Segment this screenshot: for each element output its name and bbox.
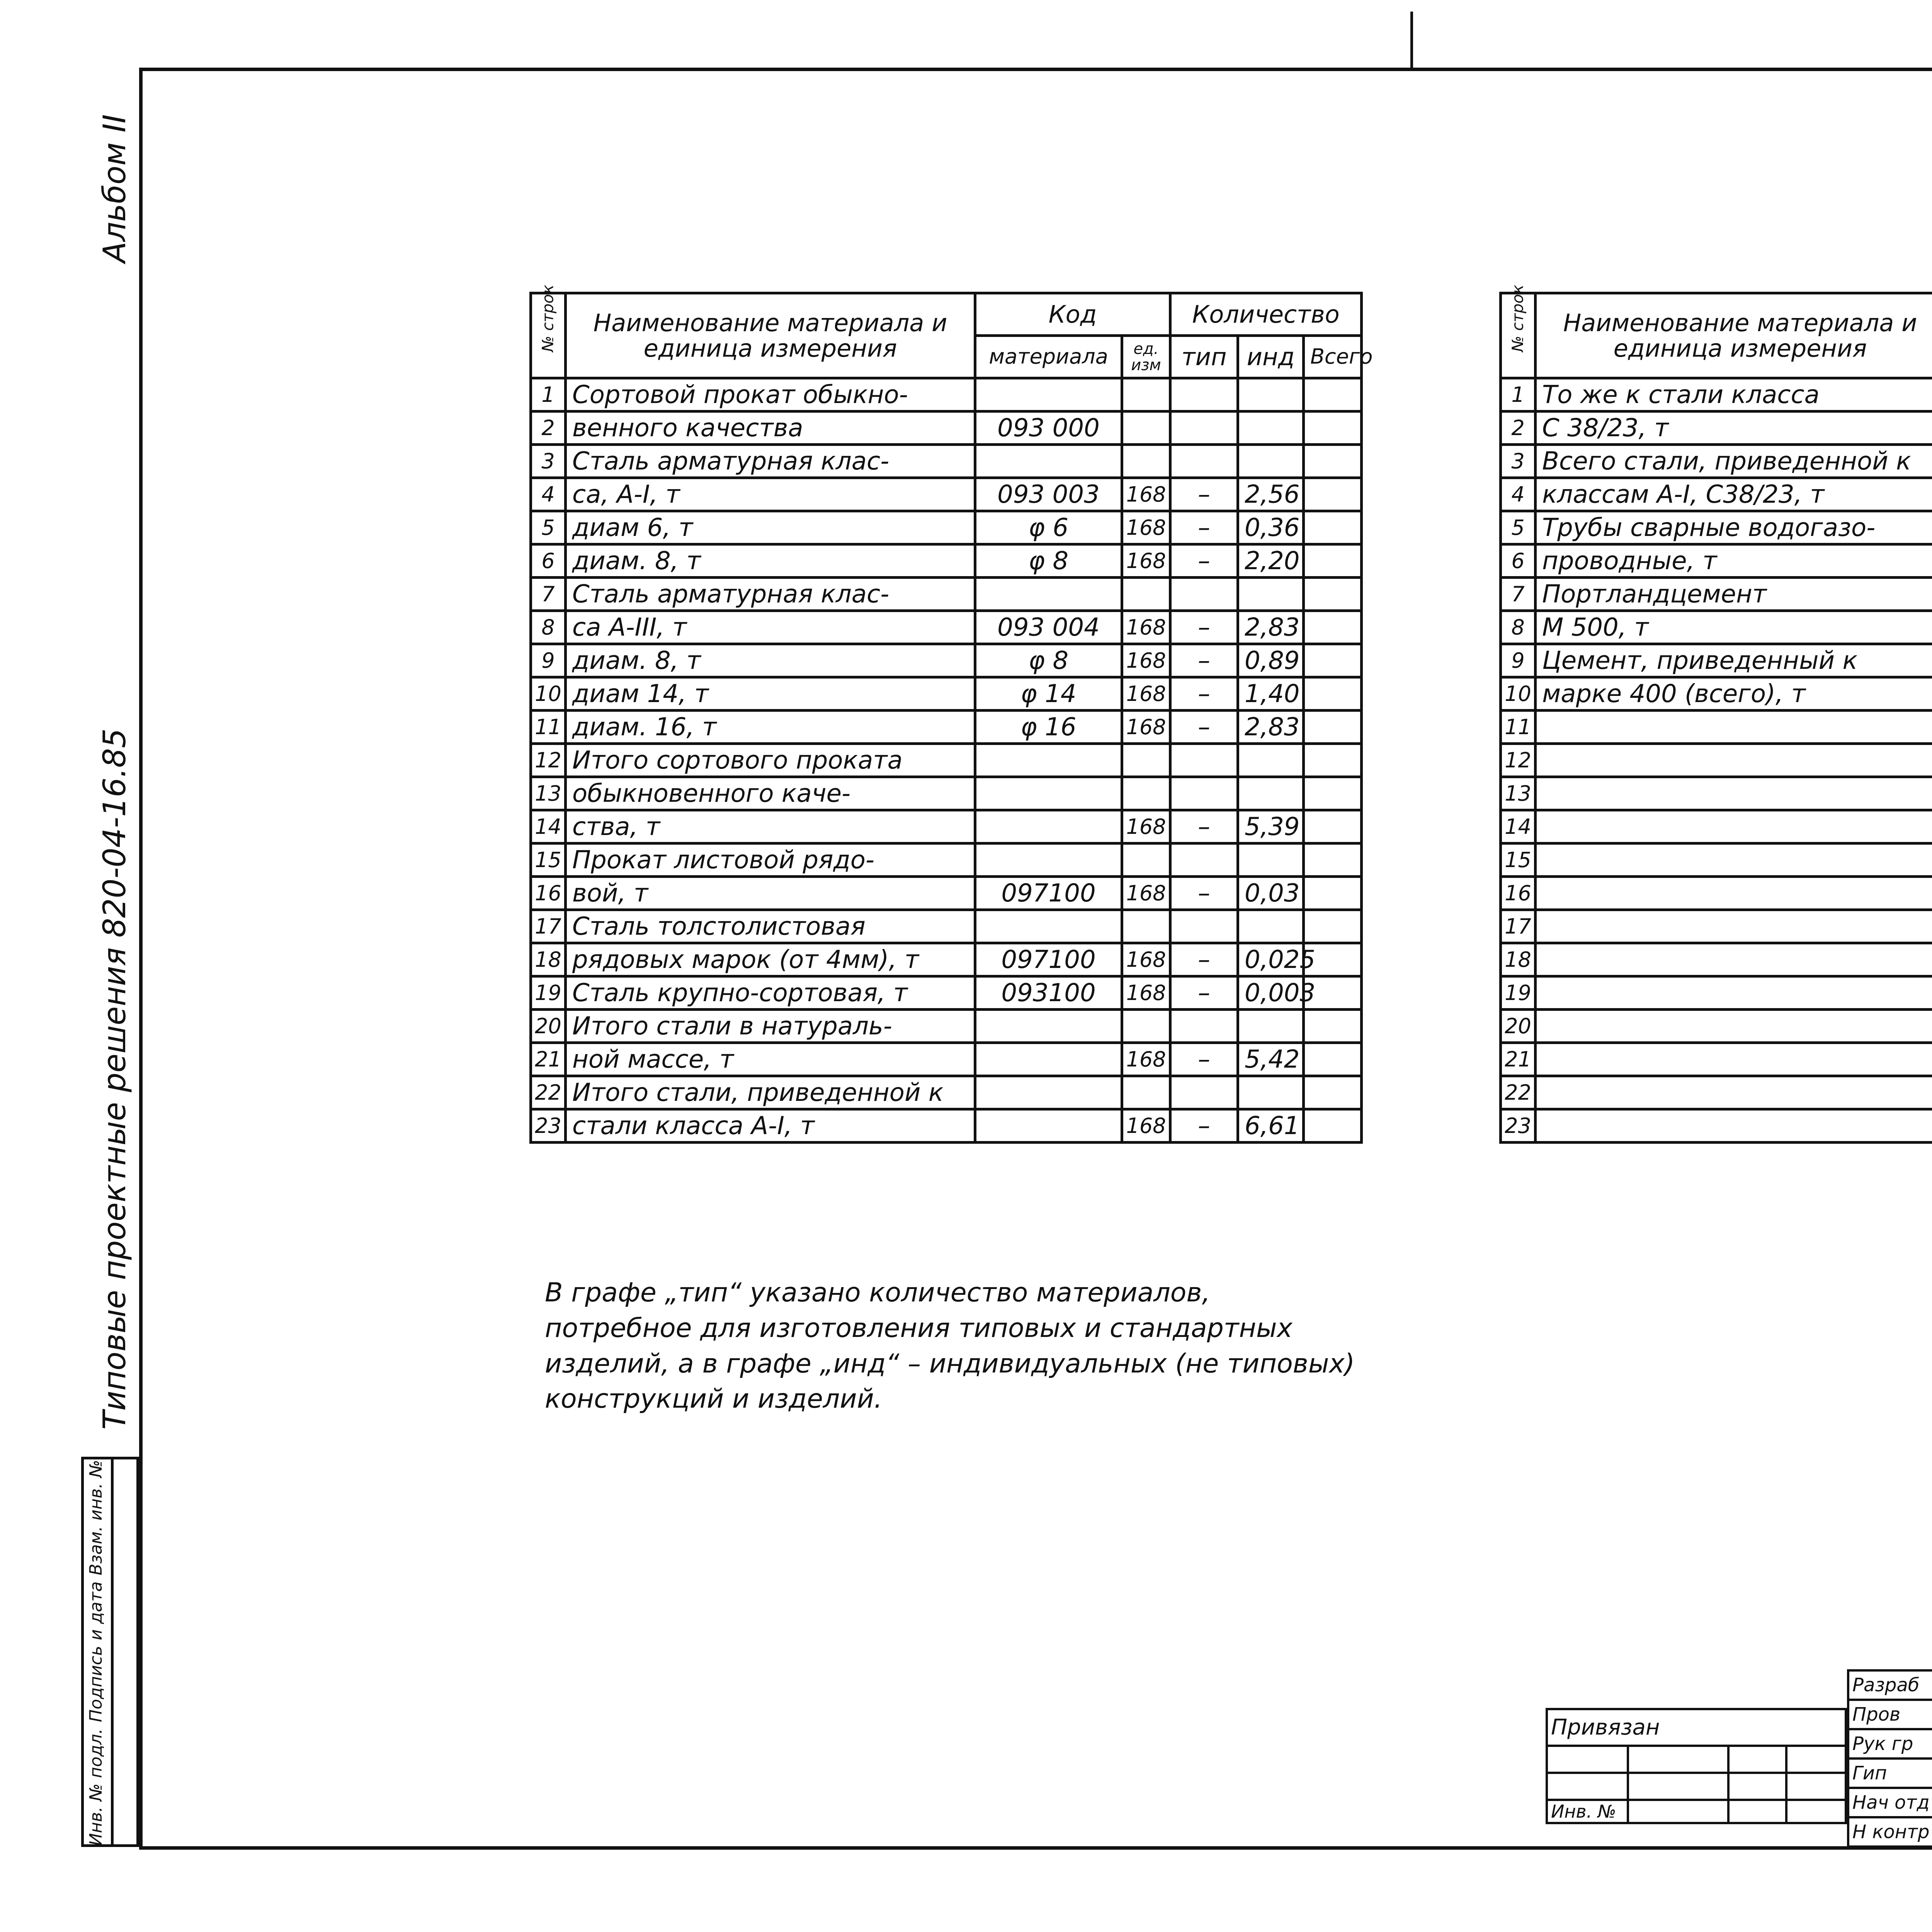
table-row <box>531 711 1362 744</box>
cell-code <box>975 1076 1122 1109</box>
cell-ind: 2,83 <box>1238 711 1304 744</box>
cell-ind: 0,36 <box>1238 511 1304 544</box>
cell-ind: 2,56 <box>1238 478 1304 511</box>
signature-row <box>1848 1759 1932 1788</box>
table-row <box>531 378 1362 412</box>
note-text: В графе „тип“ указано количество материалов, потребное для изготовления типовых и стандартных изделий, а в графе „инд“ – индивидуальных (не типовых) конструкций и изделий. <box>545 1277 1355 1415</box>
cell-name: вой, т <box>566 877 975 910</box>
cell-total <box>1304 1076 1362 1109</box>
cell-unit <box>1122 844 1170 877</box>
cell-ind: 2,83 <box>1238 611 1304 644</box>
cell-name <box>1536 1076 1932 1109</box>
cell-ind <box>1238 1076 1304 1109</box>
cell-ind: 1,40 <box>1238 677 1304 711</box>
cell-n: 16 <box>531 877 566 910</box>
cell-ind <box>1238 578 1304 611</box>
cell-ind: 2,20 <box>1238 544 1304 578</box>
hdr-name: Наименование материала и единица измерения <box>1536 293 1932 378</box>
cell-ind: 0,03 <box>1238 877 1304 910</box>
materials-table-left <box>529 284 1373 1144</box>
inv-no-label: Инв. № <box>1547 1800 1628 1823</box>
cell-code: φ 16 <box>975 711 1122 744</box>
cell-n: 8 <box>1501 611 1536 644</box>
cell-total <box>1304 611 1362 644</box>
cell-name: Всего стали, приведенной к <box>1536 445 1932 478</box>
table-row <box>1501 910 1932 943</box>
table-row <box>1501 378 1932 412</box>
cell-total <box>1304 910 1362 943</box>
cell-code <box>975 777 1122 810</box>
cell-code: φ 14 <box>975 677 1122 711</box>
cell-n: 3 <box>531 445 566 478</box>
cell-tip: – <box>1170 877 1238 910</box>
table-row <box>531 677 1362 711</box>
cell-code: φ 6 <box>975 511 1122 544</box>
cell-name <box>1536 976 1932 1010</box>
table-row <box>1501 976 1932 1010</box>
table-row <box>531 877 1362 910</box>
table-row <box>1501 644 1932 677</box>
cell-ind: 5,42 <box>1238 1043 1304 1076</box>
table-row <box>1501 711 1932 744</box>
table-row <box>531 511 1362 544</box>
cell-unit: 168 <box>1122 711 1170 744</box>
cell-code <box>975 810 1122 844</box>
cell-unit <box>1122 777 1170 810</box>
cell-n: 12 <box>1501 744 1536 777</box>
cell-ind <box>1238 445 1304 478</box>
cell-total <box>1304 711 1362 744</box>
cell-n: 11 <box>1501 711 1536 744</box>
cell-code: 097100 <box>975 943 1122 976</box>
cell-unit: 168 <box>1122 1043 1170 1076</box>
signature-role: Рук гр <box>1848 1729 1932 1759</box>
cell-n: 23 <box>1501 1109 1536 1143</box>
table-row <box>531 1043 1362 1076</box>
cell-name: Итого сортового проката <box>566 744 975 777</box>
cell-n: 10 <box>1501 677 1536 711</box>
cell-code: φ 8 <box>975 644 1122 677</box>
side-box-1: Инв. № подл. <box>86 1728 106 1846</box>
cell-n: 11 <box>531 711 566 744</box>
cell-unit: 168 <box>1122 511 1170 544</box>
cell-name: Трубы сварные водогазо- <box>1536 511 1932 544</box>
cell-unit: 168 <box>1122 976 1170 1010</box>
table-row <box>531 478 1362 511</box>
cell-name: диам. 8, т <box>566 644 975 677</box>
binding-stamp <box>1546 1708 1847 1824</box>
cell-tip <box>1170 578 1238 611</box>
cell-code <box>975 844 1122 877</box>
signature-role: Разраб <box>1848 1670 1932 1700</box>
cell-n: 15 <box>531 844 566 877</box>
cell-n: 8 <box>531 611 566 644</box>
cell-total <box>1304 378 1362 412</box>
privyazan-label: Привязан <box>1547 1709 1846 1746</box>
cell-name: Сортовой прокат обыкно- <box>566 378 975 412</box>
cell-name: ной массе, т <box>566 1043 975 1076</box>
cell-code: 097100 <box>975 877 1122 910</box>
cell-total <box>1304 1043 1362 1076</box>
cell-name: проводные, т <box>1536 544 1932 578</box>
cell-unit <box>1122 910 1170 943</box>
cell-tip: – <box>1170 544 1238 578</box>
cell-n: 1 <box>531 378 566 412</box>
table-row <box>1501 478 1932 511</box>
table-row <box>1501 677 1932 711</box>
cell-n: 16 <box>1501 877 1536 910</box>
table-row <box>531 412 1362 445</box>
cell-tip: – <box>1170 1043 1238 1076</box>
cell-code: 093 004 <box>975 611 1122 644</box>
cell-code: φ 8 <box>975 544 1122 578</box>
cell-tip <box>1170 412 1238 445</box>
cell-total <box>1304 511 1362 544</box>
cell-name <box>1536 877 1932 910</box>
cell-name: диам 14, т <box>566 677 975 711</box>
table-row <box>531 744 1362 777</box>
cell-unit: 168 <box>1122 478 1170 511</box>
cell-name: рядовых марок (от 4мм), т <box>566 943 975 976</box>
table-row <box>531 777 1362 810</box>
table-row <box>531 976 1362 1010</box>
signature-role: Пров <box>1848 1700 1932 1729</box>
cell-n: 22 <box>531 1076 566 1109</box>
cell-code <box>975 378 1122 412</box>
signature-row <box>1848 1817 1932 1847</box>
cell-n: 9 <box>1501 644 1536 677</box>
cell-code <box>975 744 1122 777</box>
table-row <box>531 445 1362 478</box>
hdr-tip: тип <box>1170 336 1238 378</box>
table-row <box>531 578 1362 611</box>
cell-code <box>975 1043 1122 1076</box>
table-row <box>1501 578 1932 611</box>
cell-tip <box>1170 445 1238 478</box>
signature-stamp <box>1847 1669 1932 1848</box>
cell-total <box>1304 578 1362 611</box>
cell-name <box>1536 744 1932 777</box>
cell-total <box>1304 777 1362 810</box>
cell-unit <box>1122 412 1170 445</box>
cell-n: 17 <box>531 910 566 943</box>
cell-unit: 168 <box>1122 943 1170 976</box>
cell-total <box>1304 478 1362 511</box>
hdr-code-unit: ед. изм <box>1122 336 1170 378</box>
cell-n: 6 <box>531 544 566 578</box>
table-row <box>531 1076 1362 1109</box>
table-row <box>1501 611 1932 644</box>
cell-tip: – <box>1170 677 1238 711</box>
signature-row <box>1848 1670 1932 1700</box>
cell-n: 1 <box>1501 378 1536 412</box>
signature-role: Гип <box>1848 1759 1932 1788</box>
cell-name: Сталь арматурная клас- <box>566 445 975 478</box>
cell-ind <box>1238 777 1304 810</box>
cell-n: 21 <box>531 1043 566 1076</box>
cell-n: 5 <box>1501 511 1536 544</box>
cell-ind: 6,61 <box>1238 1109 1304 1143</box>
cell-ind: 0,89 <box>1238 644 1304 677</box>
cell-code: 093 000 <box>975 412 1122 445</box>
side-stamp <box>81 1457 139 1847</box>
cell-n: 19 <box>1501 976 1536 1010</box>
cell-code <box>975 910 1122 943</box>
cell-name: С 38/23, т <box>1536 412 1932 445</box>
table-row <box>1501 544 1932 578</box>
table-row <box>531 1109 1362 1143</box>
cell-unit: 168 <box>1122 611 1170 644</box>
cell-name: Портландцемент <box>1536 578 1932 611</box>
table-row <box>1501 810 1932 844</box>
cell-name <box>1536 1109 1932 1143</box>
cell-name <box>1536 711 1932 744</box>
cell-name: обыкновенного каче- <box>566 777 975 810</box>
table-row <box>1501 1109 1932 1143</box>
cell-n: 6 <box>1501 544 1536 578</box>
cell-n: 15 <box>1501 844 1536 877</box>
cell-total <box>1304 844 1362 877</box>
hdr-row-no: № строк <box>531 293 566 378</box>
table-row <box>1501 877 1932 910</box>
cell-n: 17 <box>1501 910 1536 943</box>
cell-tip: – <box>1170 810 1238 844</box>
cell-name: Сталь толстолистовая <box>566 910 975 943</box>
signature-role: Нач отд <box>1848 1788 1932 1817</box>
cell-tip <box>1170 844 1238 877</box>
cell-name: Сталь арматурная клас- <box>566 578 975 611</box>
cell-tip <box>1170 910 1238 943</box>
cell-tip: – <box>1170 1109 1238 1143</box>
cell-ind <box>1238 1010 1304 1043</box>
table-row <box>1501 844 1932 877</box>
cell-name <box>1536 910 1932 943</box>
table-row <box>531 611 1362 644</box>
cell-total <box>1304 1109 1362 1143</box>
table-row <box>531 910 1362 943</box>
table-row <box>531 943 1362 976</box>
cell-n: 7 <box>1501 578 1536 611</box>
series-label: Типовые проектные решения 820-04-16.85 <box>97 728 133 1430</box>
cell-n: 20 <box>531 1010 566 1043</box>
cell-unit <box>1122 445 1170 478</box>
cell-name: Итого стали, приведенной к <box>566 1076 975 1109</box>
cell-n: 7 <box>531 578 566 611</box>
table-row <box>1501 511 1932 544</box>
cell-n: 12 <box>531 744 566 777</box>
cell-n: 23 <box>531 1109 566 1143</box>
cell-name: са А-III, т <box>566 611 975 644</box>
hdr-ind: инд <box>1238 336 1304 378</box>
cell-n: 2 <box>531 412 566 445</box>
table-row <box>1501 1076 1932 1109</box>
table-row <box>531 844 1362 877</box>
cell-name <box>1536 1010 1932 1043</box>
cell-n: 4 <box>531 478 566 511</box>
cell-total <box>1304 810 1362 844</box>
hdr-code-material: материала <box>975 336 1122 378</box>
cell-n: 4 <box>1501 478 1536 511</box>
cell-tip: – <box>1170 976 1238 1010</box>
table-row <box>1501 744 1932 777</box>
side-box-3: Взам. инв. № <box>86 1460 106 1575</box>
cell-ind: 0,003 <box>1238 976 1304 1010</box>
cell-name: Цемент, приведенный к <box>1536 644 1932 677</box>
cell-n: 2 <box>1501 412 1536 445</box>
cell-tip <box>1170 1076 1238 1109</box>
table-row <box>531 544 1362 578</box>
materials-table-right <box>1499 284 1932 1144</box>
cell-unit <box>1122 378 1170 412</box>
cell-name <box>1536 777 1932 810</box>
cell-n: 20 <box>1501 1010 1536 1043</box>
cell-name: венного качества <box>566 412 975 445</box>
cell-name: Сталь крупно-сортовая, т <box>566 976 975 1010</box>
table-row <box>531 644 1362 677</box>
cell-code <box>975 1109 1122 1143</box>
signature-role: Н контр <box>1848 1817 1932 1847</box>
cell-tip <box>1170 744 1238 777</box>
side-box-2: Подпись и дата <box>86 1581 106 1722</box>
cell-n: 9 <box>531 644 566 677</box>
cell-total <box>1304 412 1362 445</box>
cell-tip: – <box>1170 943 1238 976</box>
cell-name: ства, т <box>566 810 975 844</box>
table-row <box>1501 943 1932 976</box>
cell-total <box>1304 445 1362 478</box>
cell-n: 18 <box>1501 943 1536 976</box>
cell-tip: – <box>1170 478 1238 511</box>
cell-unit <box>1122 578 1170 611</box>
cell-name <box>1536 943 1932 976</box>
cell-n: 21 <box>1501 1043 1536 1076</box>
cell-name <box>1536 810 1932 844</box>
cell-name: То же к стали класса <box>1536 378 1932 412</box>
top-tick <box>1410 12 1413 68</box>
table-row <box>1501 777 1932 810</box>
cell-unit: 168 <box>1122 810 1170 844</box>
signature-row <box>1848 1729 1932 1759</box>
cell-total <box>1304 744 1362 777</box>
cell-name <box>1536 844 1932 877</box>
cell-name: стали класса А-I, т <box>566 1109 975 1143</box>
table-row <box>1501 445 1932 478</box>
cell-tip: – <box>1170 611 1238 644</box>
cell-unit: 168 <box>1122 677 1170 711</box>
cell-code <box>975 578 1122 611</box>
cell-n: 13 <box>531 777 566 810</box>
cell-tip <box>1170 1010 1238 1043</box>
cell-code: 093100 <box>975 976 1122 1010</box>
cell-name: классам А-I, С38/23, т <box>1536 478 1932 511</box>
cell-name: Итого стали в натураль- <box>566 1010 975 1043</box>
cell-tip: – <box>1170 711 1238 744</box>
cell-n: 14 <box>531 810 566 844</box>
cell-unit <box>1122 1010 1170 1043</box>
cell-name: Прокат листовой рядо- <box>566 844 975 877</box>
hdr-row-no: № строк <box>1501 293 1536 378</box>
cell-ind: 0,025 <box>1238 943 1304 976</box>
album-label: Альбом II <box>97 114 133 263</box>
cell-n: 3 <box>1501 445 1536 478</box>
cell-name: марке 400 (всего), т <box>1536 677 1932 711</box>
cell-name: диам 6, т <box>566 511 975 544</box>
signature-row <box>1848 1788 1932 1817</box>
cell-name: диам. 8, т <box>566 544 975 578</box>
cell-code: 093 003 <box>975 478 1122 511</box>
cell-unit <box>1122 744 1170 777</box>
signature-row <box>1848 1700 1932 1729</box>
cell-n: 13 <box>1501 777 1536 810</box>
table-row <box>1501 1043 1932 1076</box>
hdr-qty: Количество <box>1170 293 1362 336</box>
cell-n: 5 <box>531 511 566 544</box>
cell-code <box>975 445 1122 478</box>
cell-unit: 168 <box>1122 1109 1170 1143</box>
cell-total <box>1304 644 1362 677</box>
cell-tip <box>1170 378 1238 412</box>
hdr-total: Всего <box>1304 336 1362 378</box>
cell-unit: 168 <box>1122 544 1170 578</box>
table-row <box>1501 412 1932 445</box>
title-block <box>1546 1669 1932 1850</box>
table-row <box>531 1010 1362 1043</box>
hdr-code: Код <box>975 293 1170 336</box>
cell-unit: 168 <box>1122 644 1170 677</box>
cell-total <box>1304 877 1362 910</box>
cell-ind <box>1238 412 1304 445</box>
cell-name: диам. 16, т <box>566 711 975 744</box>
cell-n: 18 <box>531 943 566 976</box>
cell-name <box>1536 1043 1932 1076</box>
cell-tip: – <box>1170 644 1238 677</box>
cell-ind <box>1238 378 1304 412</box>
cell-total <box>1304 677 1362 711</box>
cell-name: М 500, т <box>1536 611 1932 644</box>
table-row <box>531 810 1362 844</box>
hdr-name: Наименование материала и единица измерения <box>566 293 975 378</box>
cell-n: 19 <box>531 976 566 1010</box>
cell-unit <box>1122 1076 1170 1109</box>
cell-unit: 168 <box>1122 877 1170 910</box>
cell-tip: – <box>1170 511 1238 544</box>
table-row <box>1501 1010 1932 1043</box>
cell-n: 22 <box>1501 1076 1536 1109</box>
cell-ind: 5,39 <box>1238 810 1304 844</box>
cell-code <box>975 1010 1122 1043</box>
cell-ind <box>1238 910 1304 943</box>
cell-name: са, А-I, т <box>566 478 975 511</box>
cell-tip <box>1170 777 1238 810</box>
cell-n: 14 <box>1501 810 1536 844</box>
cell-total <box>1304 1010 1362 1043</box>
cell-total <box>1304 544 1362 578</box>
cell-n: 10 <box>531 677 566 711</box>
cell-ind <box>1238 744 1304 777</box>
cell-ind <box>1238 844 1304 877</box>
